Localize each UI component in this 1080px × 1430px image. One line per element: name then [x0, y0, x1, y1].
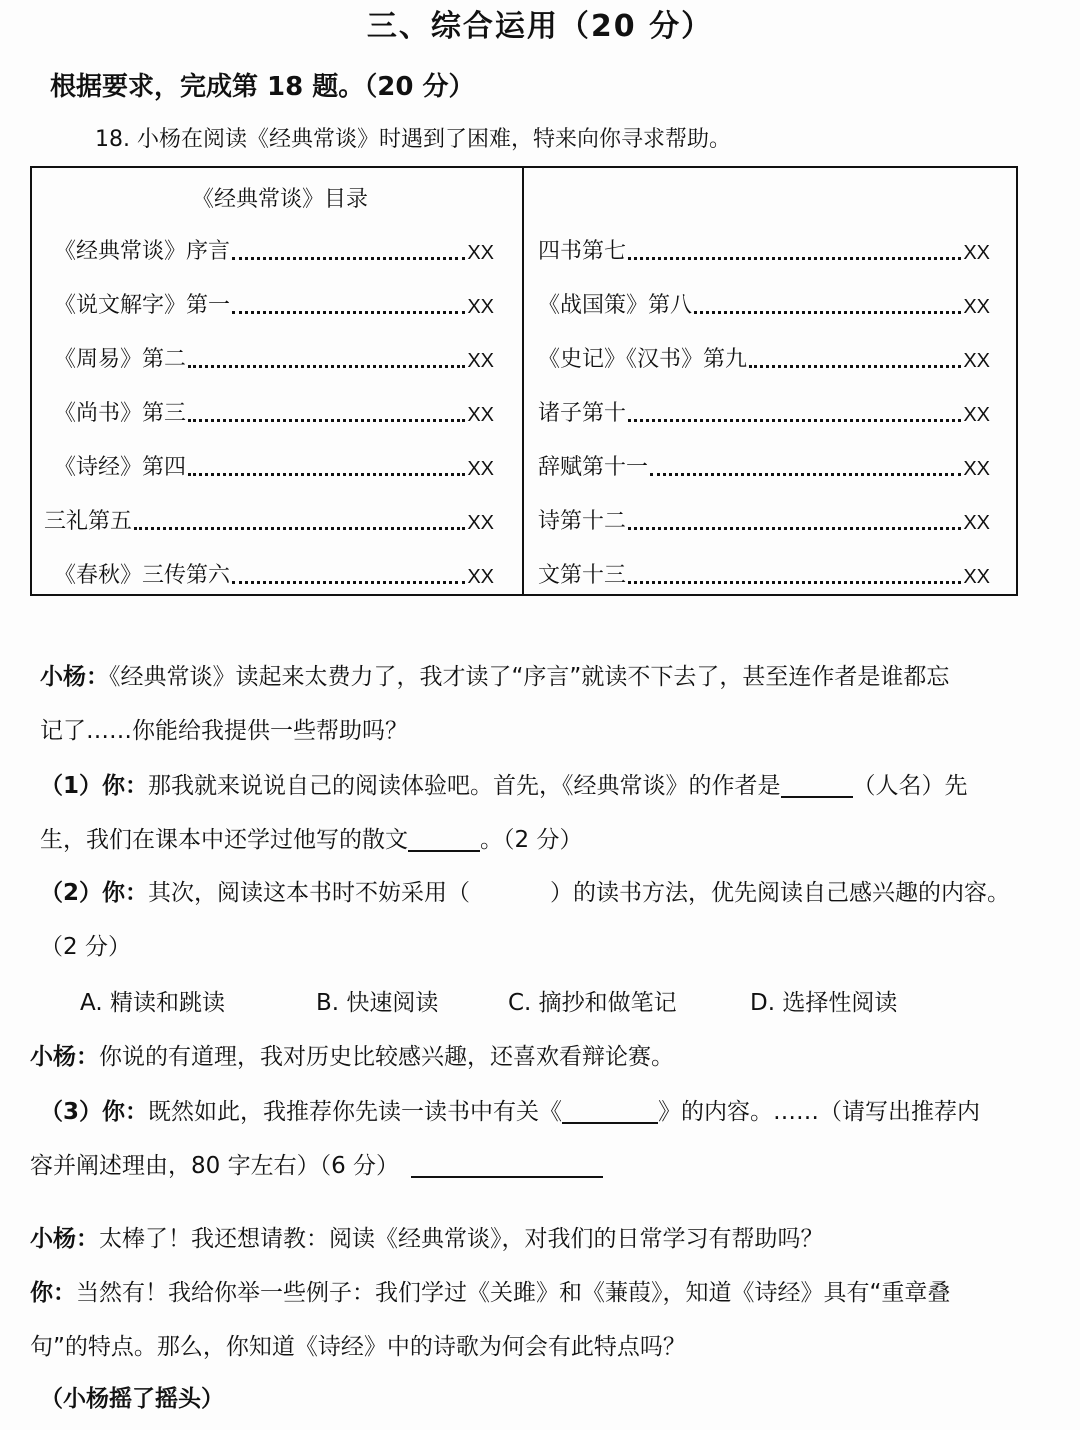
leader-dots: [694, 311, 961, 314]
toc-entry-label: 辞赋第十一: [538, 455, 649, 480]
subquestion-text: 既然如此，我推荐你先读一读书中有关《: [148, 1099, 563, 1125]
dialog-you-4: [30, 1282, 950, 1305]
dialog-xiaoyang-1: [40, 666, 949, 689]
toc-entry-page: XX: [963, 242, 990, 264]
toc-title: 《经典常谈》目录: [192, 187, 369, 212]
subquestion-label: （2）你：: [40, 880, 149, 906]
subquestion-text: 容并阐述理由，80 字左右）（6 分）: [30, 1153, 400, 1179]
dialog-text: 当然有！我给你举一些例子：我们学过《关雎》和《蒹葭》，知道《诗经》具有“重章叠: [76, 1280, 951, 1306]
subquestion-text: ）的读书方法，优先阅读自己感兴趣的内容。: [550, 880, 1011, 906]
option-b[interactable]: B. 快速阅读: [316, 990, 439, 1016]
leader-dots: [232, 257, 465, 260]
subquestion-label: （1）你：: [40, 773, 149, 799]
dialog-xiaoyang-3: [30, 1228, 824, 1251]
speaker-label: 小杨：: [30, 1044, 99, 1070]
option-c[interactable]: C. 摘抄和做笔记: [508, 990, 677, 1016]
toc-entry-page: XX: [963, 404, 990, 426]
subquestion-text: 其次，阅读这本书时不妨采用（: [148, 880, 471, 906]
toc-entry-page: XX: [467, 566, 494, 588]
subquestion-text: 》的内容。……（请写出推荐内: [658, 1099, 981, 1125]
toc-entry-right: [538, 342, 990, 373]
toc-entry-page: XX: [963, 350, 990, 372]
subquestion-text: 生，我们在课本中还学过他写的散文: [40, 827, 408, 853]
instruction-text: 根据要求，完成第 18 题。（20 分）: [50, 72, 475, 102]
toc-entry-left: [54, 234, 494, 265]
option-a[interactable]: A. 精读和跳读: [80, 990, 225, 1016]
section-title: 三、综合运用（20 分）: [366, 9, 714, 44]
leader-dots: [232, 581, 465, 584]
toc-entry-page: XX: [467, 242, 494, 264]
speaker-label: 小杨：: [40, 664, 109, 690]
subquestion-3: [40, 1100, 980, 1124]
toc-entry-label: 《诗经》第四: [54, 455, 187, 480]
leader-dots: [232, 311, 465, 314]
toc-divider: [522, 168, 524, 594]
stage-direction: （小杨摇了摇头）: [40, 1386, 224, 1412]
leader-dots: [628, 581, 961, 584]
toc-entry-left: [44, 504, 494, 535]
subquestion-1: [40, 774, 968, 798]
toc-entry-right: [538, 234, 990, 265]
leader-dots: [188, 365, 465, 368]
toc-entry-label: 三礼第五: [44, 509, 133, 534]
answer-blank-reason[interactable]: [411, 1154, 603, 1178]
leader-dots: [188, 419, 465, 422]
subquestion-label: （3）你：: [40, 1099, 149, 1125]
subquestion-text: 。（2 分）: [480, 827, 583, 853]
toc-entry-label: 《说文解字》第一: [54, 293, 231, 318]
toc-entry-page: XX: [467, 350, 494, 372]
leader-dots: [628, 527, 961, 530]
toc-entry-page: XX: [963, 512, 990, 534]
toc-entry-page: XX: [963, 296, 990, 318]
leader-dots: [749, 365, 961, 368]
subquestion-text: 那我就来说说自己的阅读体验吧。首先，《经典常谈》的作者是: [148, 773, 781, 799]
toc-entry-left: [54, 450, 494, 481]
toc-entry-page: XX: [467, 296, 494, 318]
toc-entry-page: XX: [467, 512, 494, 534]
toc-entry-label: 诸子第十: [538, 401, 627, 426]
leader-dots: [188, 473, 465, 476]
subquestion-3-cont: [30, 1154, 603, 1178]
toc-entry-label: 诗第十二: [538, 509, 627, 534]
answer-blank-author[interactable]: [781, 774, 853, 798]
dialog-text: 太棒了！我还想请教：阅读《经典常谈》，对我们的日常学习有帮助吗？: [99, 1226, 824, 1252]
toc-entry-page: XX: [963, 458, 990, 480]
toc-entry-label: 《周易》第二: [54, 347, 187, 372]
dialog-xiaoyang-1-cont: 记了……你能给我提供一些帮助吗？: [40, 718, 408, 744]
toc-entry-label: 《战国策》第八: [538, 293, 693, 318]
subquestion-text: （人名）先: [852, 773, 968, 799]
table-of-contents: [30, 166, 1018, 596]
toc-entry-left: [54, 288, 494, 319]
toc-entry-right: [538, 288, 990, 319]
leader-dots: [134, 527, 465, 530]
dialog-text: 你说的有道理，我对历史比较感兴趣，还喜欢看辩论赛。: [99, 1044, 674, 1070]
dialog-xiaoyang-2: [30, 1046, 674, 1069]
toc-entry-label: 《经典常谈》序言: [54, 239, 231, 264]
toc-entry-right: [538, 504, 990, 535]
toc-entry-label: 四书第七: [538, 239, 627, 264]
toc-entry-label: 《春秋》三传第六: [54, 563, 231, 588]
toc-entry-right: [538, 396, 990, 427]
toc-entry-label: 《尚书》第三: [54, 401, 187, 426]
leader-dots: [650, 473, 961, 476]
subquestion-2-score: （2 分）: [40, 934, 131, 960]
toc-entry-left: [54, 342, 494, 373]
option-d[interactable]: D. 选择性阅读: [750, 990, 898, 1016]
speaker-label: 小杨：: [30, 1226, 99, 1252]
toc-entry-label: 《史记》《汉书》第九: [538, 347, 748, 372]
speaker-label: 你：: [30, 1280, 76, 1306]
question-18-text: 18. 小杨在阅读《经典常谈》时遇到了困难，特来向你寻求帮助。: [95, 127, 731, 152]
dialog-text: 《经典常谈》读起来太费力了，我才读了“序言”就读不下去了，甚至连作者是谁都忘: [109, 664, 950, 690]
toc-entry-right: [538, 450, 990, 481]
toc-entry-page: XX: [467, 404, 494, 426]
subquestion-1-cont: [40, 828, 582, 852]
subquestion-2: [40, 882, 1010, 905]
toc-entry-right: [538, 558, 990, 589]
toc-entry-left: [54, 396, 494, 427]
toc-entry-left: [54, 558, 494, 589]
answer-blank-essay[interactable]: [408, 828, 480, 852]
toc-entry-page: XX: [467, 458, 494, 480]
toc-entry-label: 文第十三: [538, 563, 627, 588]
dialog-you-4-cont: 句”的特点。那么，你知道《诗经》中的诗歌为何会有此特点吗？: [30, 1334, 686, 1360]
answer-blank-recommend[interactable]: [562, 1100, 658, 1124]
leader-dots: [628, 419, 961, 422]
leader-dots: [628, 257, 961, 260]
toc-entry-page: XX: [963, 566, 990, 588]
